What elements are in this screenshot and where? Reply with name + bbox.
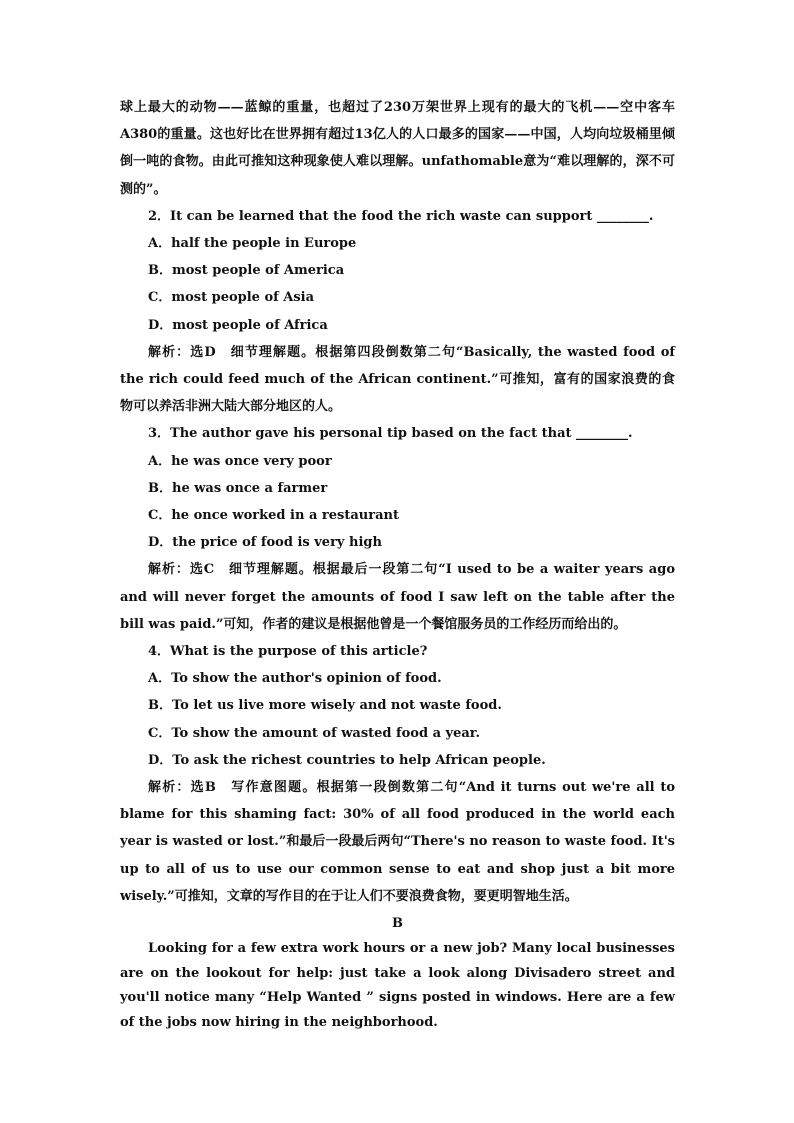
question-stem: 4．What is the purpose of this article? (148, 644, 428, 660)
passage-b-paragraph: Looking for a few extra work hours or a new job? Many local businesses are on the lookout for help: just take a look along Divisadero street and you'll notice many “Help Wanted ” signs posted in windows. Here are a few of the jobs now hiring in the neighborhood. (120, 941, 675, 1030)
option-c: C．he once worked in a restaurant (148, 508, 399, 524)
document-page (120, 94, 675, 1035)
answer-explanation: 解析：选D 细节理解题。根据第四段倒数第二句“Basically, the wasted food of the rich could feed much of the African continent.”可推知，富有的国家浪费的食物可以养活非洲大陆大部分地区的人。 (120, 344, 675, 415)
option-c: C．most people of Asia (148, 290, 315, 306)
question-stem: 3．The author gave his personal tip based on the fact that ________. (148, 426, 633, 442)
answer-explanation: 解析：选C 细节理解题。根据最后一段第二句“I used to be a waiter years ago and will never forget the amounts of food I saw left on the table after the bill was paid.”可知，作者的建议是根据他曾是一个餐馆服务员的工作经历而给出的。 (120, 562, 675, 632)
section-heading: B (392, 916, 403, 932)
option-a: A．half the people in Europe (148, 236, 357, 252)
option-b: B．he was once a farmer (148, 480, 328, 496)
option-d: D．the price of food is very high (148, 535, 382, 551)
option-b: B．most people of America (148, 263, 345, 279)
question-stem: 2．It can be learned that the food the rich waste can support ________. (148, 208, 654, 224)
option-c: C．To show the amount of wasted food a year. (148, 725, 480, 741)
question-4 (120, 638, 675, 910)
option-b: B．To let us live more wisely and not waste food. (148, 698, 502, 714)
option-a: A．he was once very poor (148, 453, 332, 469)
answer-explanation: 解析：选B 写作意图题。根据第一段倒数第二句“And it turns out we're all to blame for this shaming fact: 30% of all food produced in the world each year is wasted or lost.”和最后一段最后两句“There's no reason to waste food. It's up to all of us to use our common sense to eat and shop just a bit more wisely.”可推知，文章的写作目的在于让人们不要浪费食物，要更明智地生活。 (120, 780, 675, 904)
option-d: D．most people of Africa (148, 317, 328, 333)
question-3 (120, 420, 675, 638)
question-2 (120, 203, 675, 421)
q1-explanation-tail: 球上最大的动物——蓝鲸的重量，也超过了230万架世界上现有的最大的飞机——空中客车A380的重量。这也好比在世界拥有超过13亿人的人口最多的国家——中国，人均向垃圾桶里倾倒一吨的食物。由此可推知这种现象使人难以理解。unfathomable意为“难以理解的，深不可测的”。 (120, 100, 675, 197)
option-a: A．To show the author's opinion of food. (148, 671, 442, 687)
option-d: D．To ask the richest countries to help African people. (148, 752, 546, 768)
